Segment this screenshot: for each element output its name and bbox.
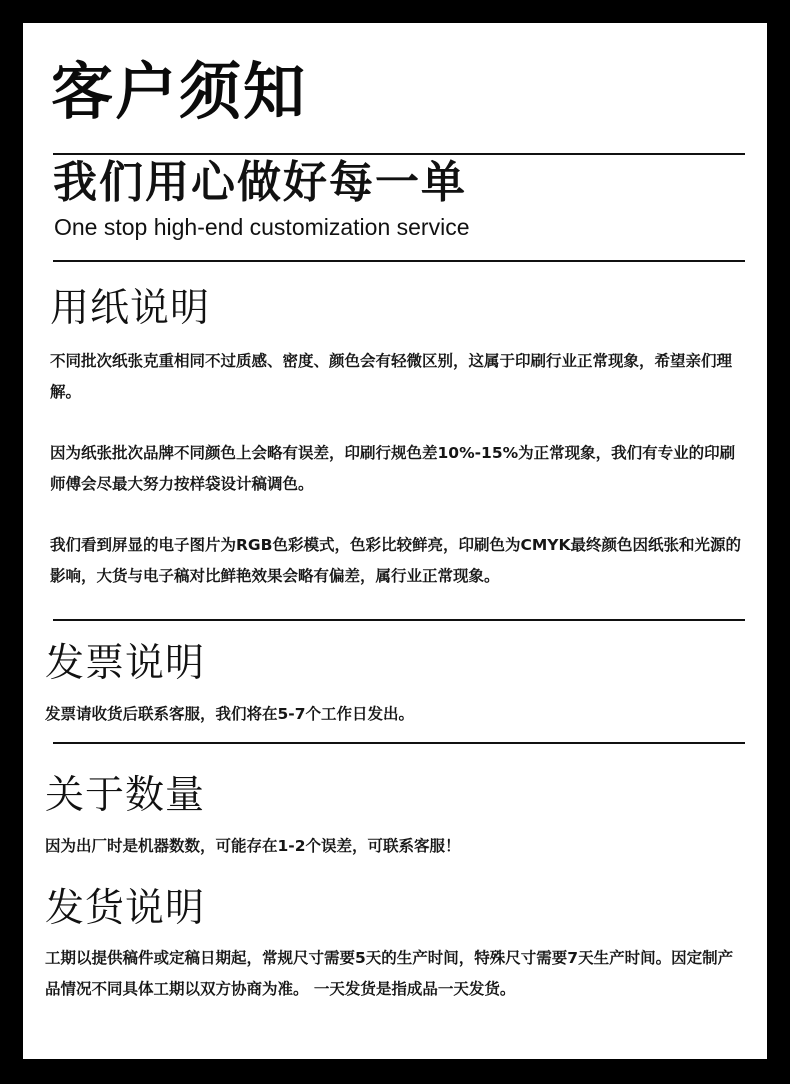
divider [53,742,745,744]
divider [53,153,745,155]
subtitle: 我们用心做好每一单 [53,157,467,208]
section-heading-shipping: 发货说明 [45,886,206,931]
paragraph: 发票请收货后联系客服，我们将在5-7个工作日发出。 [45,705,415,723]
section-heading-paper: 用纸说明 [50,286,211,331]
paragraph: 我们看到屏显的电子图片为RGB色彩模式，色彩比较鲜亮，印刷色为CMYK最终颜色因纸张和光源的影响，大货与电子稿对比鲜艳效果会略有偏差，属行业正常现象。 [50,536,742,585]
paragraph: 工期以提供稿件或定稿日期起，常规尺寸需要5天的生产时间，特殊尺寸需要7天生产时间。因定制产品情况不同具体工期以双方协商为准。 一天发货是指成品一天发货。 [45,949,734,998]
section-heading-quantity: 关于数量 [45,773,206,818]
divider [53,260,745,262]
notice-card [23,23,767,1059]
section-heading-invoice: 发票说明 [45,641,206,686]
paragraph: 因为出厂时是机器数数，可能存在1-2个误差，可联系客服！ [45,837,461,855]
page-title: 客户须知 [51,55,308,128]
divider [53,619,745,621]
subtitle-english: One stop high-end customization service [54,214,470,240]
paragraph: 因为纸张批次品牌不同颜色上会略有误差，印刷行规色差10%-15%为正常现象，我们有专业的印刷师傅会尽最大努力按样袋设计稿调色。 [50,444,736,493]
paragraph: 不同批次纸张克重相同不过质感、密度、颜色会有轻微区别，这属于印刷行业正常现象，希望亲们理解。 [50,352,733,401]
